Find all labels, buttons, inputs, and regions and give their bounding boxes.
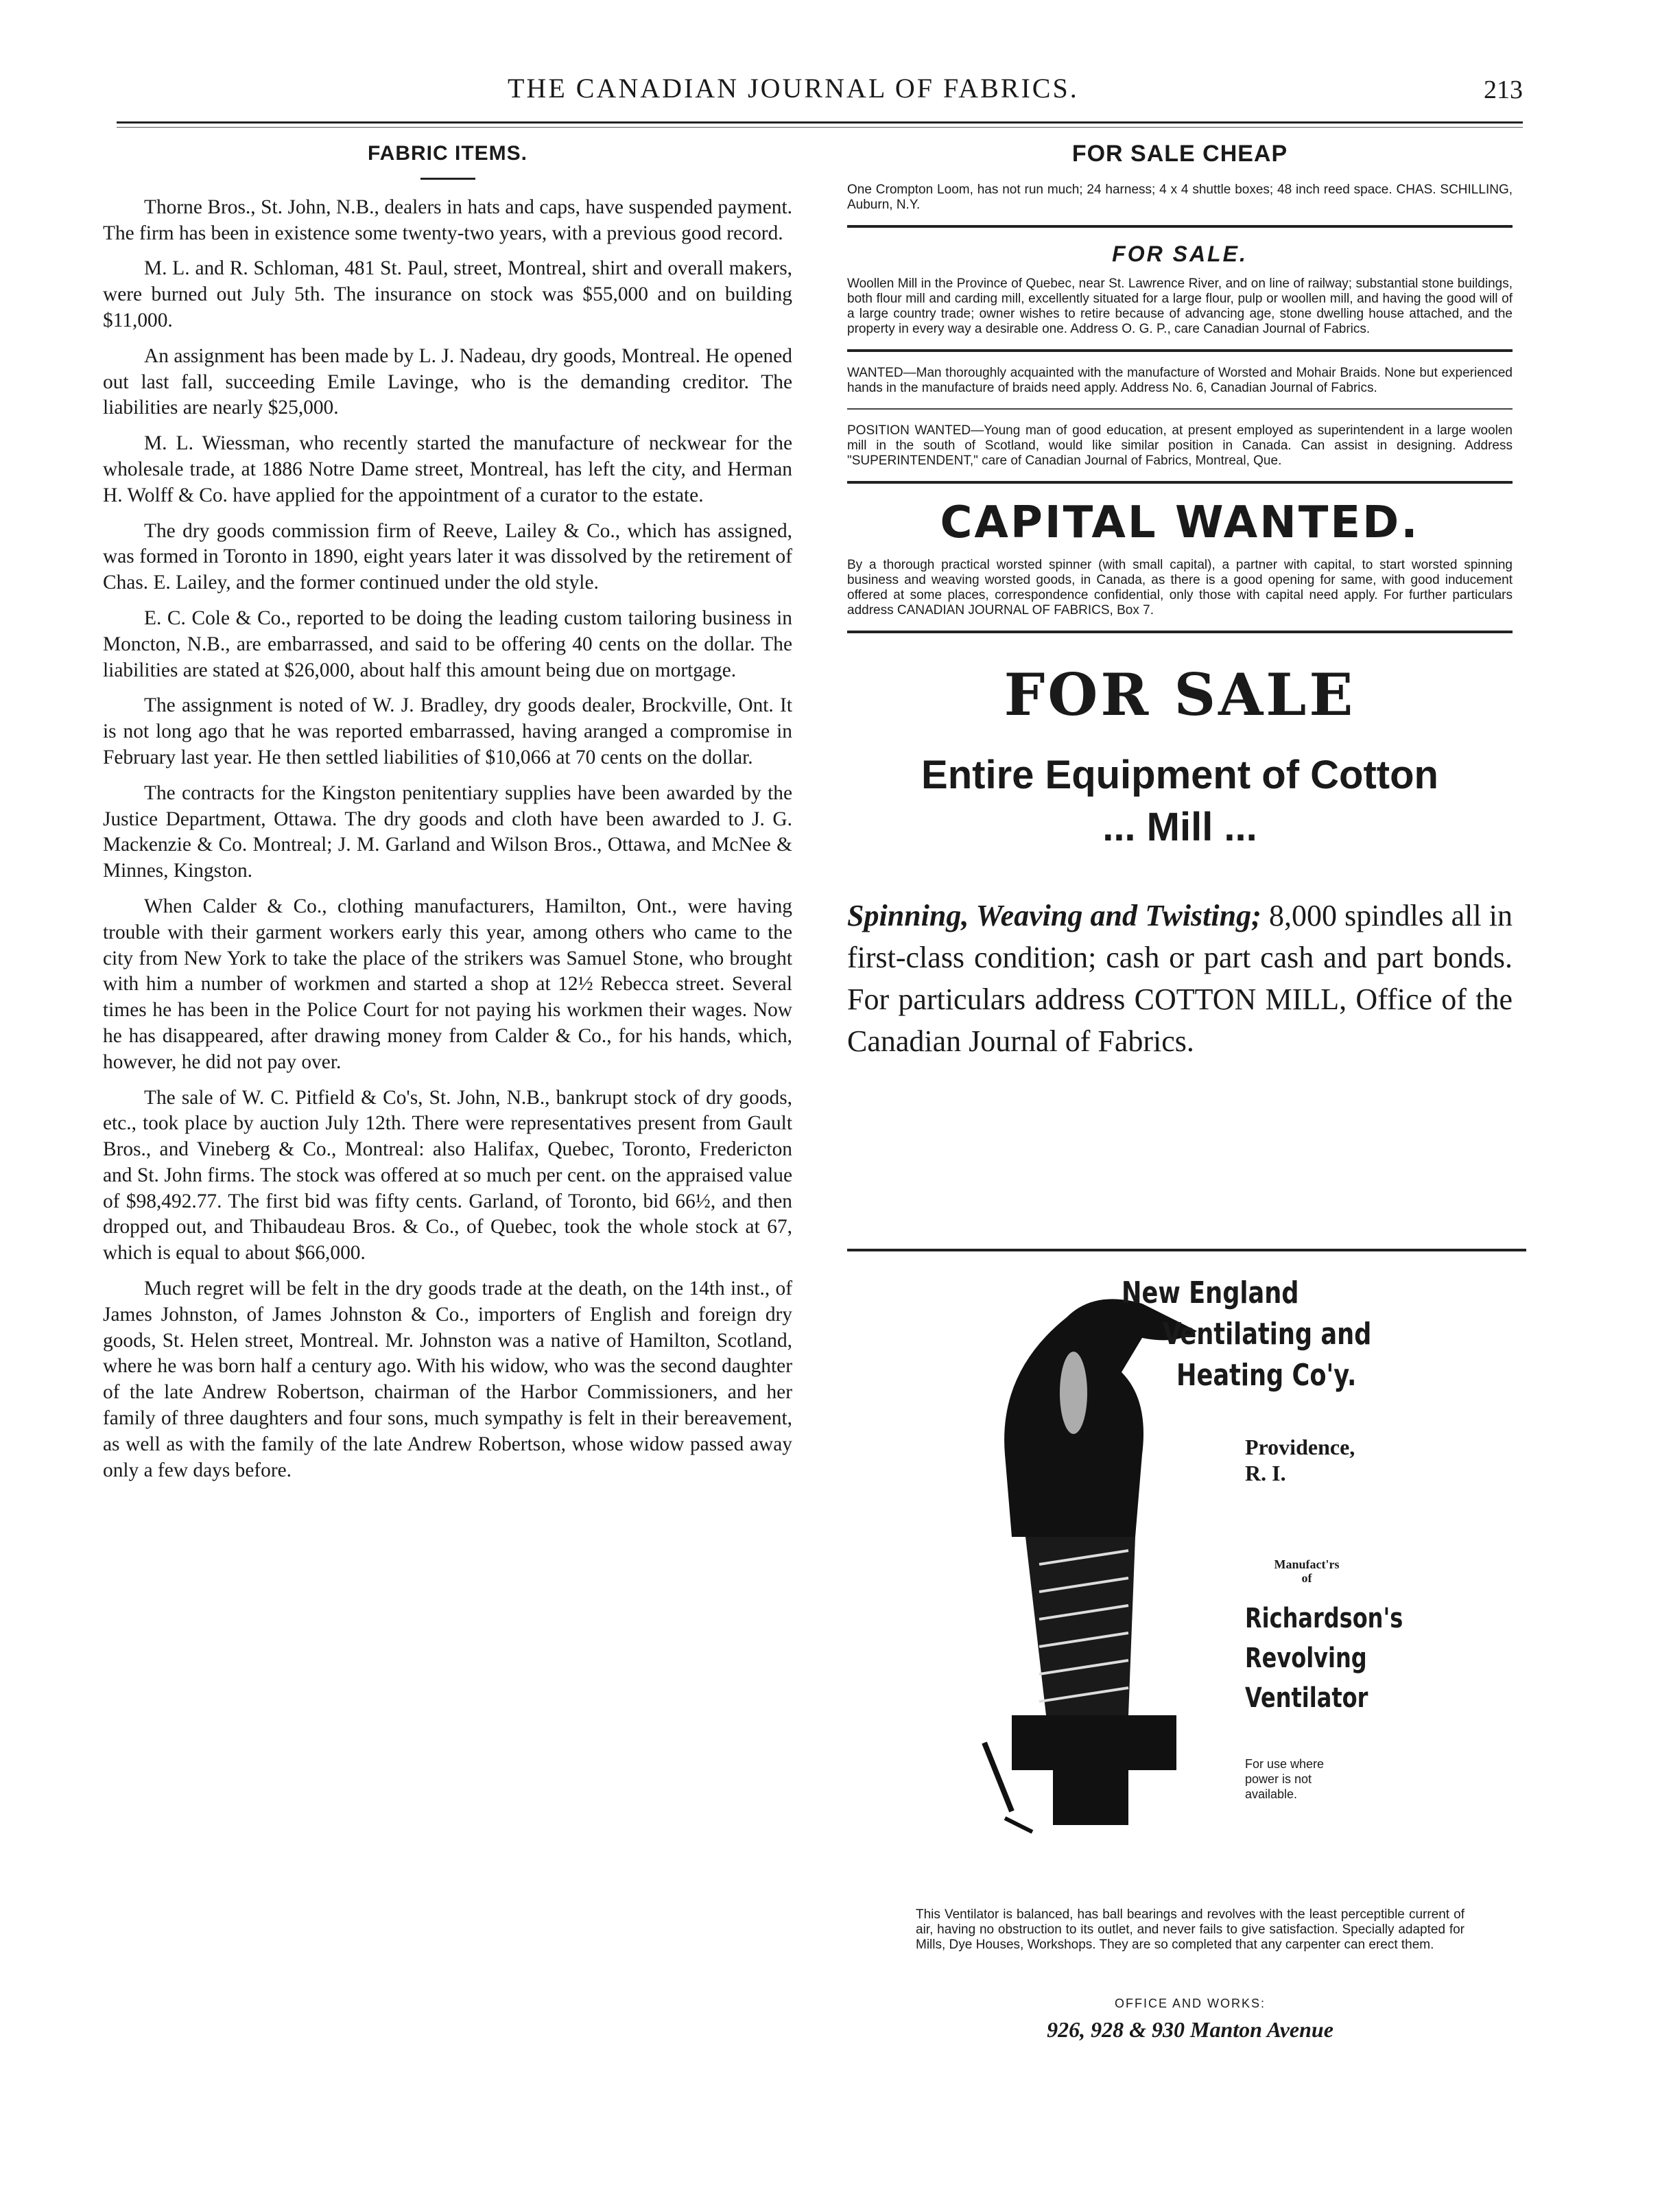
for-sale-cheap-heading: FOR SALE CHEAP <box>1071 141 1288 167</box>
cotton-for-sale-heading: FOR SALE <box>1004 661 1356 729</box>
company-name-line-2: Ventilating and <box>1163 1317 1372 1352</box>
product-name <box>1245 1599 1403 1718</box>
product-line-3: Ventilator <box>1245 1682 1368 1714</box>
ad-separator <box>847 631 1513 633</box>
company-name-line-3: Heating Co'y. <box>1176 1358 1357 1393</box>
ventilator-caption: This Ventilator is balanced, has ball bearings and revolves with the least perceptible current of air, having no obstruction to its outlet, and never fails to give satisfaction. Specially adapted for Mills, Dye Houses, Workshops. They are so completed that any carpenter can erect them. <box>916 1907 1465 1952</box>
ad-separator <box>847 408 1513 410</box>
office-label: OFFICE AND WORKS: <box>1114 1997 1266 2010</box>
company-name-line-1: New England <box>1122 1275 1299 1310</box>
cotton-mill-body: 8,000 spindles all in first-class condition; cash or part cash and part bonds. For particulars address COTTON MILL, Office of the Canadian Journal of Fabrics. <box>847 899 1513 1058</box>
equipment-line-1: Entire Equipment of Cotton <box>921 753 1438 797</box>
ad-separator <box>847 349 1513 352</box>
city-line-1: Providence, <box>1245 1435 1355 1459</box>
position-wanted-text: POSITION WANTED—Young man of good education, at present employed as superintendent in a large woolen mill in the south of Scotland, would like similar position in Canada. Can assist in designing. Address "SUPERINTENDENT," care of Canadian Journal of Fabrics, Montreal, Que. <box>847 423 1513 468</box>
header-rule-thin <box>117 127 1523 128</box>
cotton-mill-emphasis: Spinning, Weaving and Twisting; <box>847 899 1261 932</box>
news-item: The dry goods commission firm of Reeve, Lailey & Co., which has assigned, was formed in Toronto in 1890, eight years later it was dissolved by the retirement of Chas. E. Lailey, and the former continued under the old style. <box>103 519 792 594</box>
news-item: M. L. Wiessman, who recently started the manufacture of neckwear for the wholesale trade, at 1886 Notre Dame street, Montreal, has left the city, and Herman H. Wolff & Co. have applied for the appointment of a curator to the estate. <box>103 432 792 506</box>
equipment-line-2: ... Mill ... <box>1102 805 1257 849</box>
news-item: M. L. and R. Schloman, 481 St. Paul, street, Montreal, shirt and overall makers, were burned out July 5th. The insurance on stock was $55,000 and on building $11,000. <box>103 257 792 331</box>
for-sale-heading: FOR SALE. <box>1112 242 1248 266</box>
news-item: The assignment is noted of W. J. Bradley, dry goods dealer, Brockville, Ont. It is not long ago that he was reported embarrassed, having aranged a compromise in February last year. He then settled liabilities of $10,066 at 70 cents on the dollar. <box>103 694 792 768</box>
manufacturers-line-1: Manufact'rs <box>1274 1557 1340 1571</box>
cotton-mill-text <box>847 895 1513 1062</box>
advertisements-column <box>833 141 1526 1062</box>
page-number: 213 <box>1484 75 1523 104</box>
news-item: Much regret will be felt in the dry goods trade at the death, on the 14th inst., of James Johnston, of James Johnston & Co., importers of English and foreign dry goods, St. Helen street, Montreal. Mr. Johnston was a native of Hamilton, Scotland, where he was born half a century ago. With his widow, who was the second daughter of the late Andrew Robertson, chairman of the Harbor Commissioners, and her family of three daughters and four sons, much sympathy is felt in their bereavement, as well as with the family of the late Andrew Robertson, whose widow passed away only a few days before. <box>103 1278 792 1481</box>
page-header <box>117 72 1523 120</box>
city-line-2: R. I. <box>1245 1461 1286 1485</box>
header-rule <box>117 121 1523 123</box>
capital-wanted-heading: CAPITAL WANTED. <box>940 497 1420 548</box>
woollen-mill-text: Woollen Mill in the Province of Quebec, near St. Lawrence River, and on line of railway; substantial stone buildings, both flour mill and carding mill, excellently situated for a large flour, pulp or woollen mill, and having the good will of a large country trade; owner wishes to retire because of advancing age, stone dwelling house attached, and the property in every way a desirable one. Address O. G. P., care Canadian Journal of Fabrics. <box>847 276 1513 336</box>
cotton-mill-ad <box>833 661 1526 1062</box>
news-item: Thorne Bros., St. John, N.B., dealers in hats and caps, have suspended payment. The firm has been in existence some twenty-two years, with a previous good record. <box>103 196 792 244</box>
fabric-items-heading: FABRIC ITEMS. <box>367 142 527 165</box>
position-wanted-ad <box>833 423 1526 469</box>
ad-separator <box>847 225 1513 228</box>
woollen-mill-ad <box>833 242 1526 337</box>
capital-wanted-text: By a thorough practical worsted spinner (with small capital), a partner with capital, to start worsted spinning business and weaving worsted goods, in Canada, as there is a good opening for same, with good inducement offered at some places, correspondence confidential, only those with capital need apply. For further particulars address CANADIAN JOURNAL OF FABRICS, Box 7. <box>847 558 1513 617</box>
cotton-equipment-heading <box>833 749 1526 854</box>
wanted-man-ad <box>833 366 1526 396</box>
product-line-1: Richardson's <box>1245 1603 1403 1634</box>
company-address: 926, 928 & 930 Manton Avenue <box>1047 2017 1333 2042</box>
news-item: E. C. Cole & Co., reported to be doing the leading custom tailoring business in Moncton, N.B., are embarrassed, and said to be offering 40 cents on the dollar. The liabilities are stated at $26,000, about half this amount being due on mortgage. <box>103 607 792 681</box>
manufacturers-line-2: of <box>1301 1571 1312 1585</box>
news-item: An assignment has been made by L. J. Nadeau, dry goods, Montreal. He opened out last fall, succeeding Emile Lavinge, who is the demanding creditor. The liabilities are nearly $25,000. <box>103 344 792 419</box>
wanted-man-text: WANTED—Man thoroughly acquainted with the manufacture of Worsted and Mohair Braids. None but experienced hands in the manufacture of braids need apply. Address No. 6, Canadian Journal of Fabrics. <box>847 366 1513 395</box>
for-sale-cheap-text: One Crompton Loom, has not run much; 24 harness; 4 x 4 shuttle boxes; 48 inch reed space. CHAS. SCHILLING, Auburn, N.Y. <box>847 183 1513 212</box>
power-note: For use where power is not available. <box>1245 1757 1325 1801</box>
company-city <box>1245 1434 1423 1486</box>
news-item: The contracts for the Kingston penitentiary supplies have been awarded by the Justice Department, Ottawa. The dry goods and cloth have been awarded to J. G. Mackenzie & Co. Montreal; J. M. Garland and Wilson Bros., Ottawa, and McNee & Minnes, Kingston. <box>103 781 792 882</box>
news-item: When Calder & Co., clothing manufacturers, Hamilton, Ont., were having trouble with their garment workers early this year, among others who came to the city from New York to take the place of the strikers was Samuel Stone, who brought with him a number of workmen and started a shop at 12½ Rebecca street. Several times he has been in the Police Court for not paying his workmen their wages. Now he has disappeared, after drawing money from Calder & Co., for his hands, which, however, he did not pay over. <box>103 895 792 1073</box>
journal-title: THE CANADIAN JOURNAL OF FABRICS. <box>508 73 1079 104</box>
news-item: The sale of W. C. Pitfield & Co's, St. John, N.B., bankrupt stock of dry goods, etc., took place by auction July 12th. There were representatives present from Gault Bros., and Vineberg & Co., Montreal: also Halifax, Quebec, Toronto, Fredericton and St. John firms. The stock was offered at so much per cent. on the appraised value of $98,492.77. The first bid was fifty cents. Garland, of Toronto, bid 66½, and then dropped out, and Thibaudeau Bros. & Co., of Quebec, took the whole stock at 67, which is equal to about $66,000. <box>103 1086 792 1264</box>
manufacturers-label <box>1245 1557 1368 1585</box>
for-sale-cheap-ad <box>833 141 1526 213</box>
ventilator-ad <box>916 1269 1465 2045</box>
ad-separator <box>847 481 1513 484</box>
heading-rule <box>420 178 475 180</box>
fabric-items-column <box>103 141 792 1493</box>
capital-wanted-ad <box>833 497 1526 618</box>
product-line-2: Revolving <box>1245 1643 1367 1674</box>
ventilator-ad-rule <box>847 1249 1526 1251</box>
